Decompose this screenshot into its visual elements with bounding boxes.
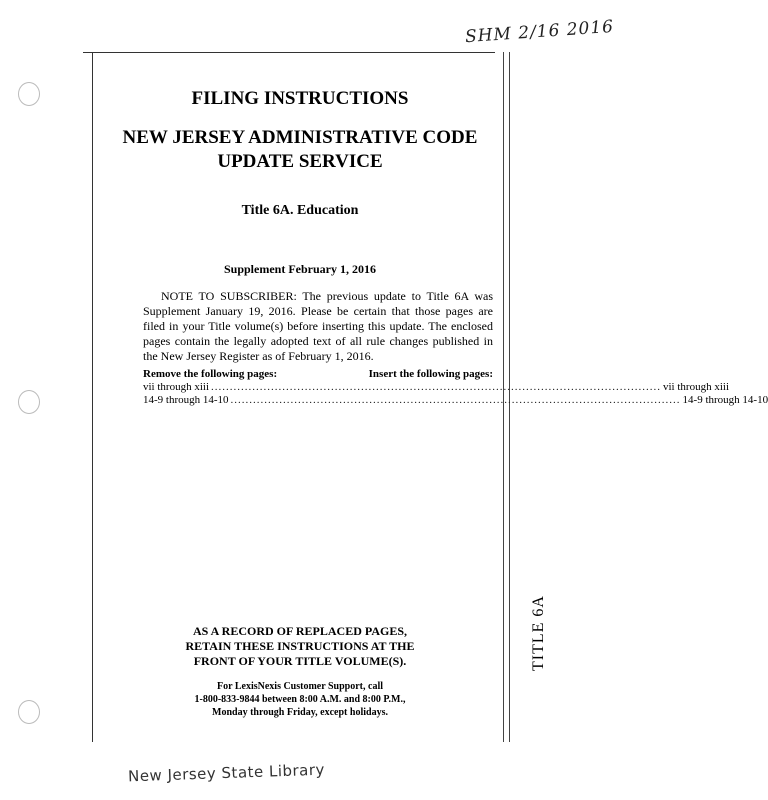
frame-left-rule <box>92 52 93 742</box>
support-line: For LexisNexis Customer Support, call <box>216 681 383 692</box>
code-title-line: UPDATE SERVICE <box>217 151 383 172</box>
supplement-date: Supplement February 1, 2016 <box>223 262 376 276</box>
table-header <box>143 368 493 381</box>
record-line: RETAIN THESE INSTRUCTIONS AT THE <box>185 639 415 653</box>
record-line: AS A RECORD OF REPLACED PAGES, <box>192 624 408 638</box>
record-instructions <box>170 624 430 669</box>
table-row <box>143 394 768 407</box>
insert-pages: 14-9 through 14-10 <box>682 394 768 406</box>
support-line: 1-800-833-9844 between 8:00 A.M. and 8:00 P.M., <box>194 694 406 705</box>
dot-leader: ........................................................................................................................ <box>211 381 661 393</box>
support-line: Monday through Friday, except holidays. <box>212 707 388 718</box>
code-title-line: NEW JERSEY ADMINISTRATIVE CODE <box>122 127 478 148</box>
frame-corner-tick <box>83 52 93 53</box>
handwritten-annotation: SHM 2/16 2016 <box>464 16 615 48</box>
subscriber-note: NOTE TO SUBSCRIBER: The previous update to Title 6A was Supplement January 19, 2016. Please be certain that those pages are filed in your Title volume(s) before inserting this update. The enclosed pages contain the legally adopted text of all rule changes published in the New Jersey Register as of February 1, 2016. <box>143 289 493 363</box>
insert-pages: vii through xiii <box>663 381 729 393</box>
title-tab-label: TITLE 6A <box>530 595 547 671</box>
punch-hole-icon <box>18 82 40 106</box>
frame-top-rule <box>92 52 495 53</box>
code-title <box>100 126 500 174</box>
punch-hole-icon <box>18 700 40 724</box>
punch-hole-icon <box>18 390 40 414</box>
insert-header: Insert the following pages: <box>368 368 493 380</box>
record-line: FRONT OF YOUR TITLE VOLUME(S). <box>193 654 407 668</box>
remove-pages: 14-9 through 14-10 <box>143 394 229 406</box>
customer-support-info <box>170 680 430 719</box>
dot-leader: ........................................................................................................................ <box>230 394 681 406</box>
page-title: FILING INSTRUCTIONS <box>191 88 409 109</box>
remove-pages: vii through xiii <box>143 381 209 393</box>
table-row <box>143 381 729 394</box>
page-replacement-table <box>143 368 768 407</box>
library-stamp: New Jersey State Library <box>127 760 326 786</box>
subject-heading: Title 6A. Education <box>241 203 359 218</box>
remove-header: Remove the following pages: <box>143 368 278 380</box>
